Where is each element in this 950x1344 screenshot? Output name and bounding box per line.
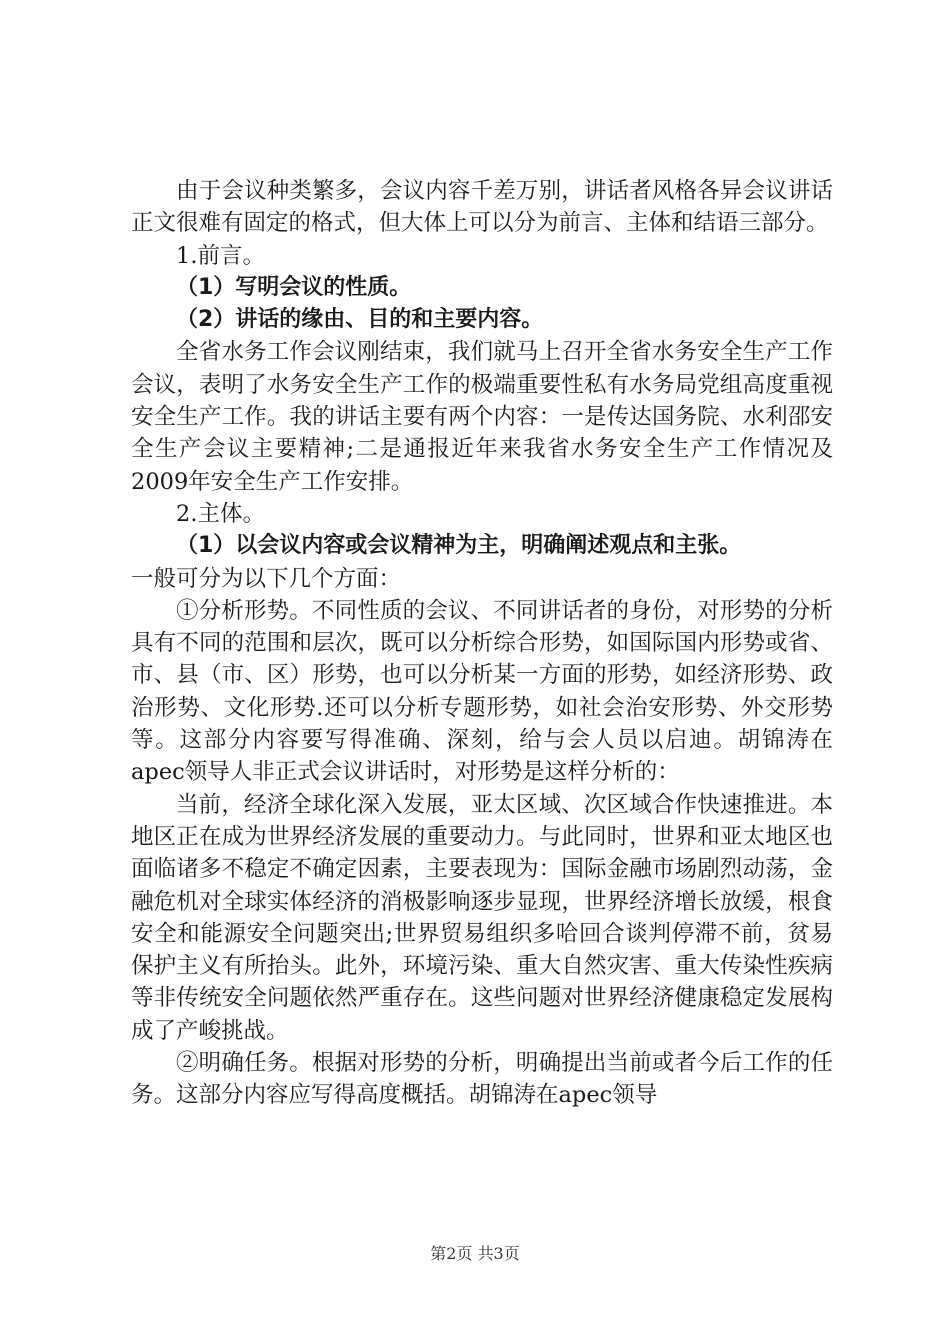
paragraph: 全省水务工作会议刚结束，我们就马上召开全省水务安全生产工作会议，表明了水务安全生产工作的极端重要性私有水务局党组高度重视安全生产工作。我的讲话主要有两个内容：一是传达国务院、水利邵安全生产会议主要精神;二是通报近年来我省水务安全生产工作情况及2009年安全生产工作安排。 <box>131 339 833 495</box>
document-body <box>131 175 833 1112</box>
section-heading: （2）讲话的缘由、目的和主要内容。 <box>176 307 544 333</box>
paragraph: ②明确任务。根据对形势的分析，明确提出当前或者今后工作的任务。这部分内容应写得高度概括。胡锦涛在apec领导 <box>131 1050 833 1109</box>
paragraph: 2.主体。 <box>176 500 265 527</box>
page-footer: 第2页 共3页 <box>430 1244 520 1263</box>
section-heading: （1）写明会议的性质。 <box>176 274 412 300</box>
paragraph: 一般可分为以下几个方面： <box>131 565 402 592</box>
paragraph: ①分析形势。不同性质的会议、不同讲话者的身份，对形势的分析具有不同的范围和层次，既可以分析综合形势，如国际国内形势或省、市、县（市、区）形势，也可以分析某一方面的形势，如经济形势、政治形势、文化形势.还可以分析专题形势，如社会治安形势、外交形势等。这部分内容要写得准确、深刻，给与会人员以启迪。胡锦涛在apec领导人非正式会议讲话时，对形势是这样分析的： <box>131 597 833 786</box>
section-heading: （1）以会议内容或会议精神为主，明确阐述观点和主张。 <box>176 533 742 559</box>
paragraph: 当前，经济全球化深入发展，亚太区域、次区域合作快速推进。本地区正在成为世界经济发展的重要动力。与此同时，世界和亚太地区也面临诸多不稳定不确定因素，主要表现为：国际金融市场剧烈动荡，金融危机对全球实体经济的消极影响逐步显现，世界经济增长放缓，根食安全和能源安全问题突出;世界贸易组织多哈回合谈判停滞不前，贫易保护主义有所抬头。此外，环境污染、重大自然灾害、重大传染性疾病等非传统安全问题依然严重存在。这些问题对世界经济健康稳定发展构成了产峻挑战。 <box>131 791 833 1044</box>
paragraph: 1.前言。 <box>176 242 265 269</box>
paragraph: 由于会议种类繁多，会议内容千差万别，讲话者风格各异会议讲话正文很难有固定的格式，但大体上可以分为前言、主体和结语三部分。 <box>131 178 833 237</box>
